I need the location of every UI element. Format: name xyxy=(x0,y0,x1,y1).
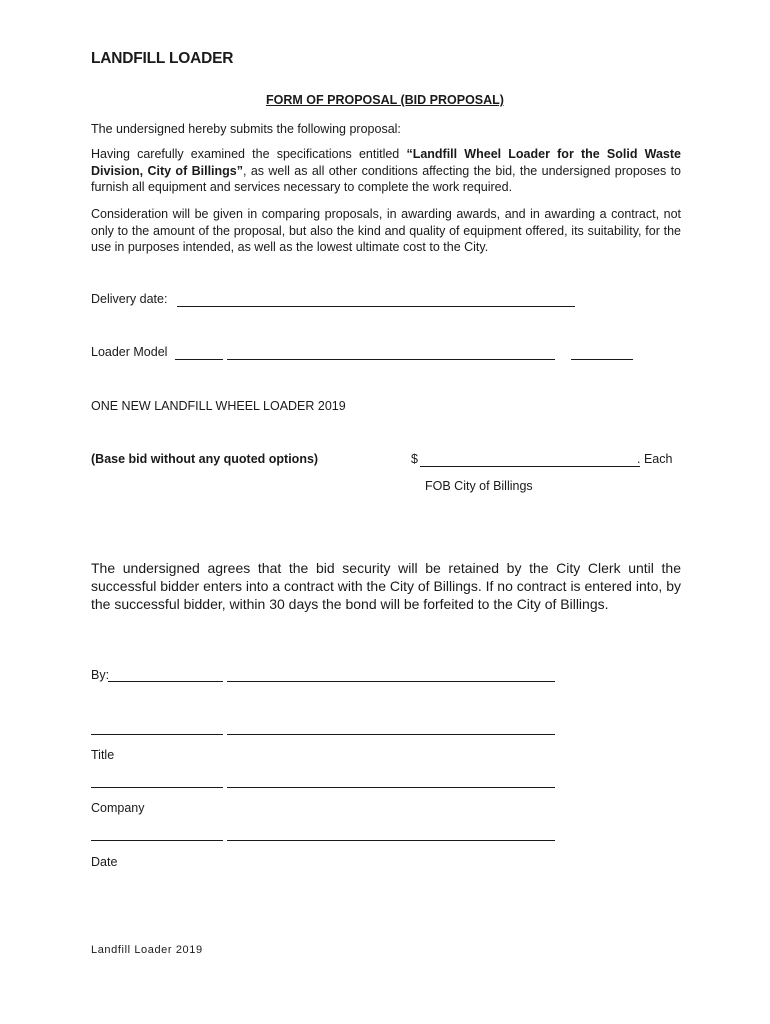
by-field-1[interactable] xyxy=(108,681,223,682)
specifications-paragraph xyxy=(91,146,681,196)
title-field-1[interactable] xyxy=(91,734,223,735)
fob-label: FOB City of Billings xyxy=(425,479,533,493)
company-field-2[interactable] xyxy=(227,787,555,788)
form-subtitle: FORM OF PROPOSAL (BID PROPOSAL) xyxy=(266,93,504,107)
intro-text: The undersigned hereby submits the following proposal: xyxy=(91,122,401,136)
each-label: . Each xyxy=(637,452,673,466)
loader-model-field-1[interactable] xyxy=(175,359,223,360)
title-label: Title xyxy=(91,748,115,762)
date-field-2[interactable] xyxy=(227,840,555,841)
delivery-date-label: Delivery date: xyxy=(91,292,168,306)
delivery-date-field[interactable] xyxy=(177,306,575,307)
specifications-title: “Landfill Wheel Loader for the Solid Waste Division, City of Billings” xyxy=(91,147,681,178)
by-field-2[interactable] xyxy=(227,681,555,682)
item-title: ONE NEW LANDFILL WHEEL LOADER 2019 xyxy=(91,399,346,413)
loader-model-field-3[interactable] xyxy=(571,359,633,360)
page-footer: Landfill Loader 2019 xyxy=(91,944,203,956)
agreement-paragraph: The undersigned agrees that the bid security will be retained by the City Clerk until the successful bidder enters into a contract with the City of Billings. If no contract is entered into, by the successful bidder, within 30 days the bond will be forfeited to the City of Billings. xyxy=(91,560,681,612)
consideration-paragraph: Consideration will be given in comparing proposals, in awarding awards, and in awarding a contract, not only to the amount of the proposal, but also the kind and quality of equipment offered, its suitability, for the use in purposes intended, as well as the lowest ultimate cost to the City. xyxy=(91,207,681,254)
document-title: LANDFILL LOADER xyxy=(91,50,234,67)
bid-amount-field[interactable] xyxy=(420,466,640,467)
company-label: Company xyxy=(91,801,145,815)
specifications-text-start: Having carefully examined the specifications entitled xyxy=(91,147,407,161)
base-bid-label: (Base bid without any quoted options) xyxy=(91,452,319,466)
specifications-text-end: , as well as all other conditions affecting the bid, the undersigned proposes to furnish all equipment and services necessary to complete the work required. xyxy=(91,163,681,194)
currency-symbol: $ xyxy=(411,452,418,466)
date-label: Date xyxy=(91,855,118,869)
company-field-1[interactable] xyxy=(91,787,223,788)
date-field-1[interactable] xyxy=(91,840,223,841)
loader-model-label: Loader Model xyxy=(91,345,168,359)
loader-model-field-2[interactable] xyxy=(227,359,555,360)
by-label: By: xyxy=(91,668,110,682)
title-field-2[interactable] xyxy=(227,734,555,735)
